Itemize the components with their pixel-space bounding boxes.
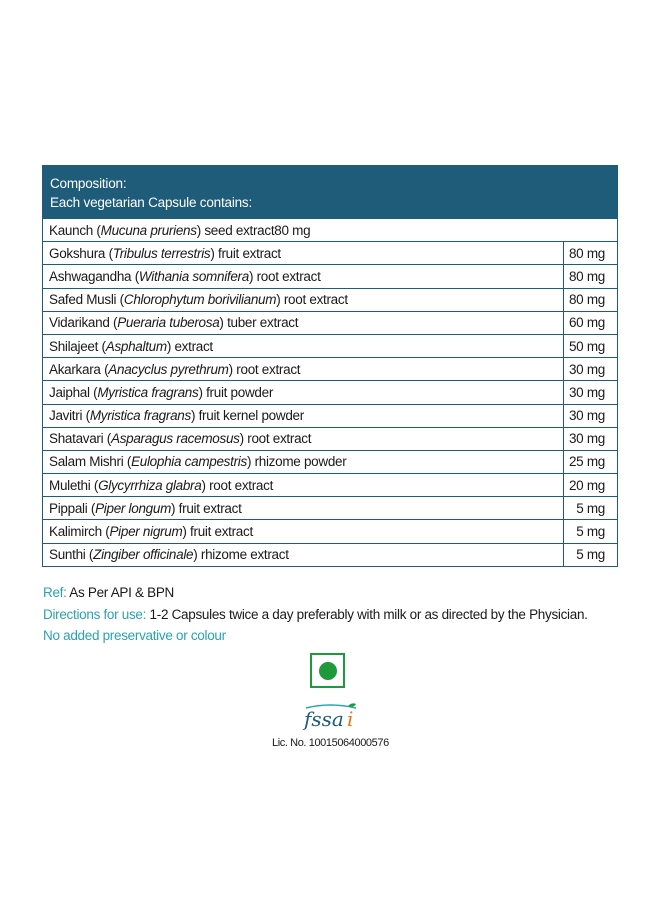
table-row bbox=[43, 311, 617, 334]
ingredient-quantity: 80 mg bbox=[563, 265, 617, 287]
table-row bbox=[43, 496, 617, 519]
ingredient-name: Pippali (Piper longum) fruit extract bbox=[49, 500, 242, 516]
ingredient-name: Safed Musli (Chlorophytum borivilianum) root extract bbox=[49, 292, 348, 308]
composition-title: Composition: bbox=[50, 176, 127, 191]
table-row bbox=[43, 218, 617, 241]
ingredient-name: Shatavari (Asparagus racemosus) root extract bbox=[49, 431, 312, 447]
preservative-note: No added preservative or colour bbox=[43, 628, 226, 643]
ingredient-quantity: 30 mg bbox=[563, 428, 617, 450]
composition-subtitle: Each vegetarian Capsule contains: bbox=[50, 195, 253, 210]
table-row bbox=[43, 288, 617, 311]
table-row bbox=[43, 380, 617, 403]
ingredient-quantity: 5 mg bbox=[563, 497, 617, 519]
table-row bbox=[43, 543, 617, 566]
directions-label: Directions for use: bbox=[43, 606, 147, 622]
ingredient-quantity: 30 mg bbox=[563, 381, 617, 403]
ingredient-name: Akarkara (Anacyclus pyrethrum) root extract bbox=[49, 361, 301, 377]
ingredient-quantity: 80 mg bbox=[563, 289, 617, 311]
license-number: Lic. No. 10015064000576 bbox=[272, 737, 389, 749]
table-row bbox=[43, 519, 617, 542]
ingredient-name: Gokshura (Tribulus terrestris) fruit extract bbox=[49, 245, 281, 261]
directions-value: 1-2 Capsules twice a day preferably with milk or as directed by the Physician. bbox=[146, 606, 588, 622]
ingredient-name: Ashwagandha (Withania somnifera) root extract bbox=[49, 268, 321, 284]
composition-rows bbox=[43, 218, 617, 566]
vegetarian-mark-icon bbox=[310, 653, 345, 688]
ingredient-quantity: 60 mg bbox=[563, 312, 617, 334]
fssai-logo-text: fssa bbox=[304, 707, 344, 731]
ingredient-quantity: 30 mg bbox=[563, 358, 617, 380]
table-row bbox=[43, 404, 617, 427]
ingredient-quantity: 30 mg bbox=[563, 405, 617, 427]
ingredient-name: Shilajeet (Asphaltum) extract bbox=[49, 338, 213, 354]
ingredient-name: Sunthi (Zingiber officinale) rhizome extract bbox=[49, 547, 289, 563]
ingredient-quantity: 5 mg bbox=[563, 544, 617, 566]
ingredient-name: Kalimirch (Piper nigrum) fruit extract bbox=[49, 524, 253, 540]
table-row bbox=[43, 264, 617, 287]
table-row bbox=[43, 357, 617, 380]
table-row bbox=[43, 450, 617, 473]
ingredient-name: Mulethi (Glycyrrhiza glabra) root extract bbox=[49, 477, 274, 493]
ingredient-name: Vidarikand (Pueraria tuberosa) tuber extract bbox=[49, 315, 299, 331]
ingredient-name: Kaunch (Mucuna pruriens) seed extract80 mg bbox=[49, 222, 311, 238]
ingredient-quantity: 80 mg bbox=[563, 242, 617, 264]
table-row bbox=[43, 334, 617, 357]
svg-text:i: i bbox=[347, 707, 354, 731]
composition-header bbox=[43, 166, 617, 218]
ref-line bbox=[43, 582, 588, 604]
ingredient-name: Jaiphal (Myristica fragrans) fruit powder bbox=[49, 384, 274, 400]
ingredient-quantity: 50 mg bbox=[563, 335, 617, 357]
ref-value: As Per API & BPN bbox=[66, 585, 175, 600]
ingredient-name: Salam Mishri (Eulophia campestris) rhizome powder bbox=[49, 454, 347, 470]
table-row bbox=[43, 473, 617, 496]
ingredient-name: Javitri (Myristica fragrans) fruit kernel powder bbox=[49, 408, 304, 424]
table-row bbox=[43, 241, 617, 264]
notes-section bbox=[43, 582, 588, 647]
ingredient-quantity: 20 mg bbox=[563, 474, 617, 496]
ingredient-quantity: 25 mg bbox=[563, 451, 617, 473]
directions-line bbox=[43, 604, 588, 626]
composition-table bbox=[42, 165, 618, 567]
ingredient-quantity: 5 mg bbox=[563, 520, 617, 542]
vegetarian-dot bbox=[319, 662, 337, 680]
fssai-logo-icon bbox=[300, 702, 362, 736]
ref-label: Ref: bbox=[43, 585, 67, 600]
table-row bbox=[43, 427, 617, 450]
